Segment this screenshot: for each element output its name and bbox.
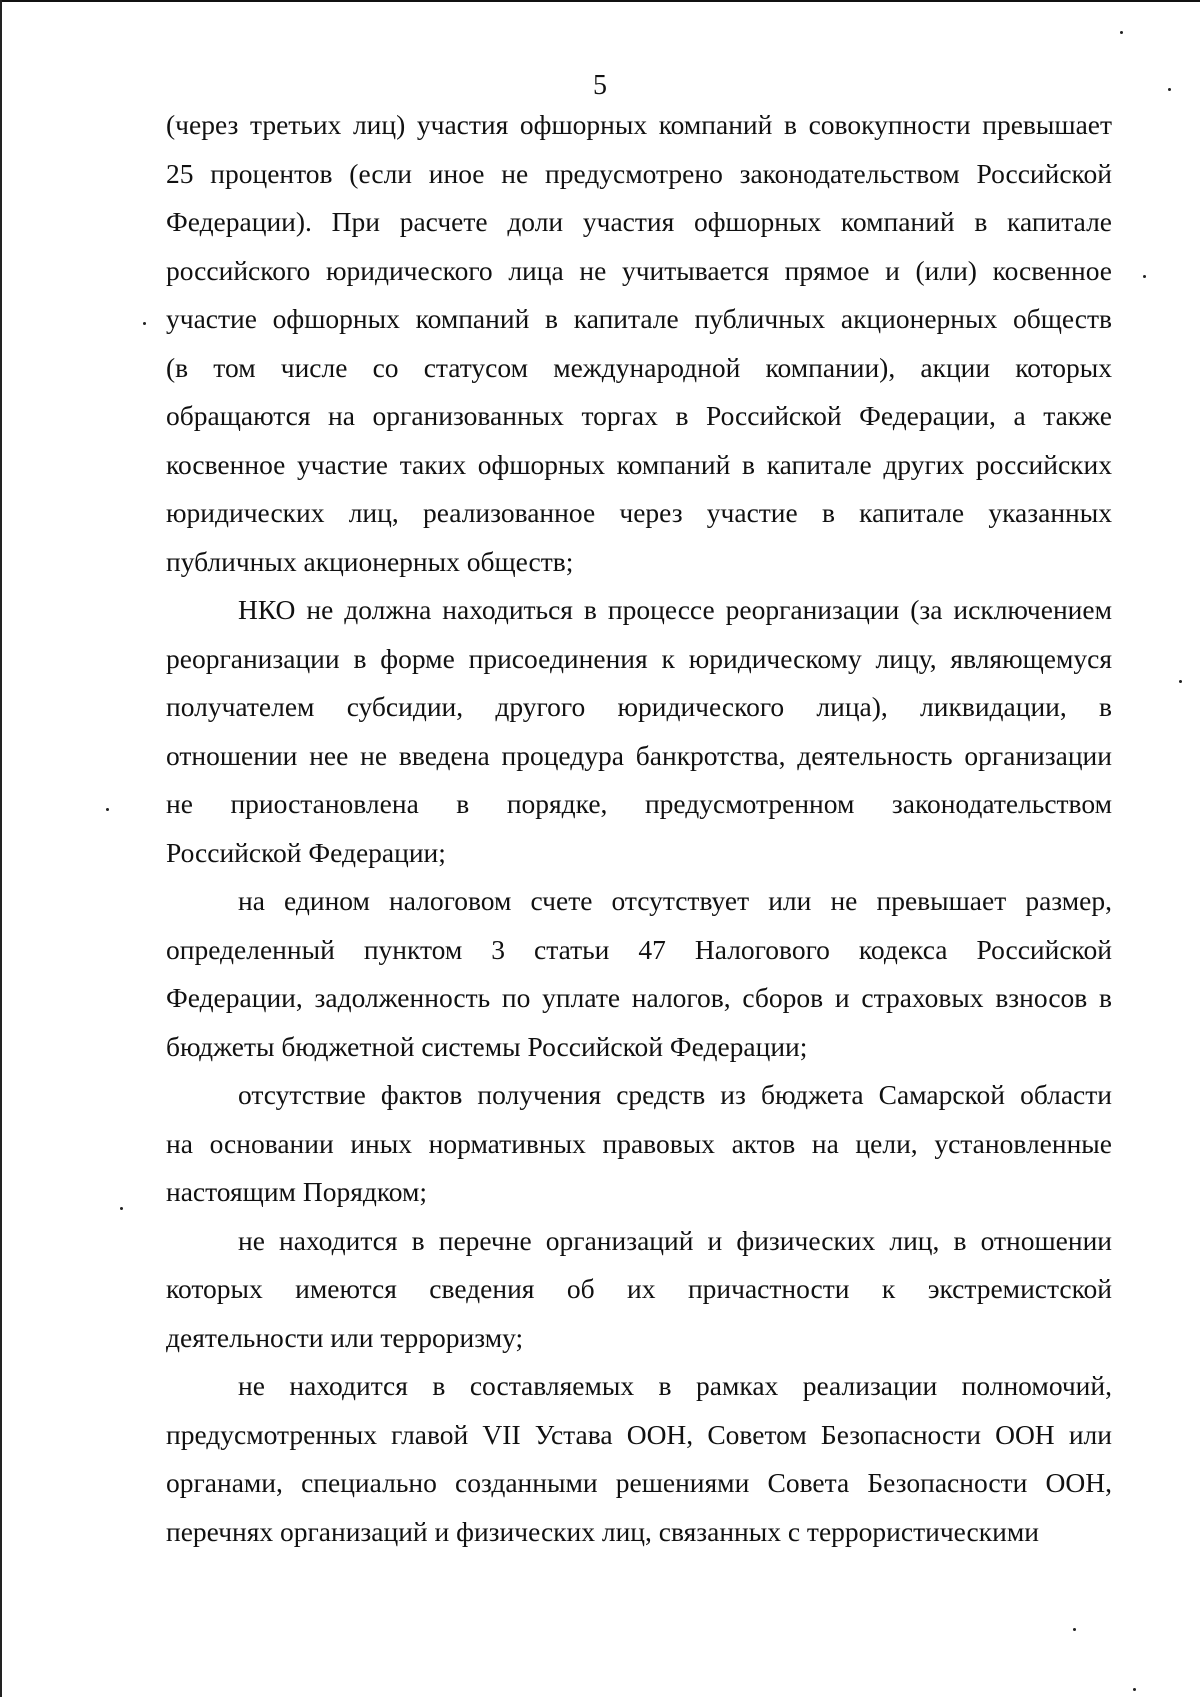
paragraph-line: Федерации). При расчете доли участия офшорных компаний в капитале xyxy=(166,206,1112,237)
scan-speck xyxy=(143,322,146,325)
paragraph-line: публичных акционерных обществ; xyxy=(166,545,574,577)
scan-speck xyxy=(120,1207,123,1210)
paragraph-line: бюджеты бюджетной системы Российской Федерации; xyxy=(166,1030,808,1062)
paragraph xyxy=(166,877,1112,1071)
paragraph-line: реорганизации в форме присоединения к юридическому лицу, являющемуся xyxy=(166,642,1112,674)
paragraph-line: определенный пунктом 3 статьи 47 Налогового кодекса Российской xyxy=(166,933,1112,965)
scan-speck xyxy=(1073,1628,1076,1631)
paragraph-line: косвенное участие таких офшорных компаний в капитале других российских xyxy=(166,448,1112,480)
paragraph xyxy=(166,586,1112,877)
paragraph-line: 25 процентов (если иное не предусмотрено законодательством Российской xyxy=(166,157,1112,189)
paragraph-line: отношении нее не введена процедура банкротства, деятельность организации xyxy=(166,739,1112,771)
paragraph xyxy=(166,101,1112,586)
paragraph-line: (через третьих лиц) участия офшорных компаний в совокупности превышает xyxy=(166,109,1112,140)
scan-speck xyxy=(1133,1688,1136,1691)
paragraph-line: на едином налоговом счете отсутствует или не превышает размер, xyxy=(238,885,1112,916)
paragraph-line: настоящим Порядком; xyxy=(166,1176,428,1207)
paragraph-line: юридических лиц, реализованное через участие в капитале указанных xyxy=(166,497,1112,528)
paragraph-line: органами, специально созданными решениями Совета Безопасности ООН, xyxy=(166,1467,1112,1498)
paragraph-line: которых имеются сведения об их причастности к экстремистской xyxy=(166,1273,1112,1304)
paragraph-line: деятельности или терроризму; xyxy=(166,1321,524,1353)
scan-speck xyxy=(1179,680,1182,683)
paragraph xyxy=(166,1362,1112,1556)
paragraph xyxy=(166,1071,1112,1217)
paragraph-line: перечнях организаций и физических лиц, связанных с террористическими xyxy=(166,1515,1039,1547)
paragraph-line: отсутствие фактов получения средств из бюджета Самарской области xyxy=(238,1079,1112,1110)
scan-border-top xyxy=(0,0,1200,2)
paragraph-line: не находится в составляемых в рамках реализации полномочий, xyxy=(238,1370,1112,1401)
scan-speck xyxy=(1120,31,1123,34)
paragraph-line: предусмотренных главой VII Устава ООН, Советом Безопасности ООН или xyxy=(166,1418,1112,1450)
paragraph-line: обращаются на организованных торгах в Российской Федерации, а также xyxy=(166,400,1112,431)
document-body xyxy=(166,101,1112,1556)
scan-speck xyxy=(106,808,109,811)
paragraph-line: не находится в перечне организаций и физических лиц, в отношении xyxy=(238,1224,1112,1256)
scan-border-left xyxy=(0,0,2,1697)
paragraph-line: российского юридического лица не учитывается прямое и (или) косвенное xyxy=(166,254,1112,286)
paragraph-line: не приостановлена в порядке, предусмотренном законодательством xyxy=(166,788,1112,819)
paragraph-line: участие офшорных компаний в капитале публичных акционерных обществ xyxy=(166,303,1112,334)
paragraph-line: Российской Федерации; xyxy=(166,836,446,868)
page-number: 5 xyxy=(593,70,607,101)
paragraph-line: НКО не должна находиться в процессе реорганизации (за исключением xyxy=(238,594,1112,625)
paragraph xyxy=(166,1217,1112,1363)
scan-speck xyxy=(1143,275,1146,278)
paragraph-line: получателем субсидии, другого юридического лица), ликвидации, в xyxy=(166,691,1112,722)
paragraph-line: Федерации, задолженность по уплате налогов, сборов и страховых взносов в xyxy=(166,982,1112,1013)
paragraph-line: (в том числе со статусом международной компании), акции которых xyxy=(166,351,1112,383)
paragraph-line: на основании иных нормативных правовых актов на цели, установленные xyxy=(166,1127,1112,1159)
